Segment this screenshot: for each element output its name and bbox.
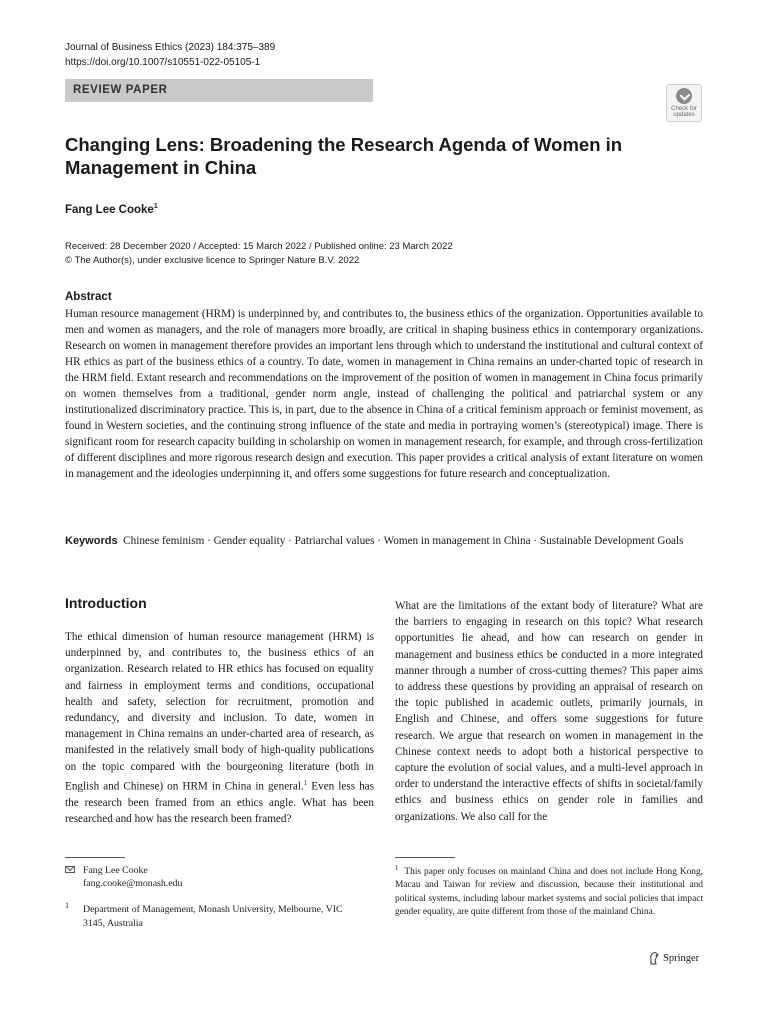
envelope-icon [65, 866, 75, 873]
check-for-updates-button[interactable] [666, 84, 702, 122]
affiliation-number: 1 [65, 901, 69, 910]
doi-link[interactable]: https://doi.org/10.1007/s10551-022-05105-1 [65, 57, 261, 68]
article-type-banner: REVIEW PAPER [65, 79, 373, 102]
journal-citation: Journal of Business Ethics (2023) 184:375–389 [65, 42, 276, 53]
body-text-left-column [65, 629, 374, 827]
publisher-name: Springer [663, 953, 700, 964]
footnote-1-text: This paper only focuses on mainland China and does not include Hong Kong, Macau and Taiwan for review and discussion, because their institutional and political systems, including labour market systems and social policies that impact gender equality, are quite different from those of the mainland China. [395, 867, 704, 917]
check-for-updates-label: Check for updates [671, 106, 697, 118]
publisher-logo [648, 952, 699, 965]
abstract-heading: Abstract [65, 291, 112, 303]
body-text-right-column: What are the limitations of the extant body of literature? What are the barriers to engaging in research on this topic? What research opportunities lie ahead, and how can research on gender in management and business ethics be conducted in a more integrated manner through a number of cross-cutting themes? This paper aims to address these questions by providing an appraisal of research on the topic published in academic outlets, primarily journals, in English and Chinese, and offers some suggestions for future research. We argue that research on women in management in the Chinese context needs to adopt both a historical perspective to capture the evolution of social values, and a multi-level approach in order to understand the interactive effects of shifts in societal/family ethics and business ethics on gender role in families and organizations. We also call for the [395, 600, 703, 823]
author-email[interactable]: fang.cooke@monash.edu [83, 878, 183, 889]
affiliation: Department of Management, Monash University, Melbourne, VIC 3145, Australia [83, 904, 343, 929]
keywords-label: Keywords [65, 535, 118, 547]
keywords-list: Chinese feminism · Gender equality · Patriarchal values · Women in management in China · Sustainable Development Goals [123, 535, 684, 547]
footnote-1-marker: 1 [395, 864, 399, 872]
author-line [65, 203, 158, 216]
corresponding-author [65, 864, 148, 877]
footnote-1 [395, 862, 703, 919]
section-heading-introduction: Introduction [65, 595, 147, 611]
publication-dates: Received: 28 December 2020 / Accepted: 15 March 2022 / Published online: 23 March 2022 [65, 241, 453, 252]
author-affiliation-marker: 1 [153, 203, 158, 210]
footnote-divider-left [65, 857, 125, 858]
footnote-divider-right [395, 857, 455, 858]
article-title: Changing Lens: Broadening the Research Agenda of Women in Management in China [65, 134, 623, 178]
springer-horse-icon [648, 952, 660, 965]
intro-paragraph-part1: The ethical dimension of human resource management (HRM) is underpinned by, and contributes to, the business ethics of an organization. Research related to HR ethics has focused on equality and fairness in employment terms and conditions, occupational health and safety, selection for recruitment, promotion and redundancy, and diversity and inclusion. To date, women in management in China remains an under-charted area of research, as manifested in the relatively small body of high-quality publications on the topic compared with the bourgeoning literature (both in English and Chinese) on HRM in China in general. [65, 631, 374, 793]
keywords [65, 533, 703, 549]
footnote-marker[interactable]: 1 [303, 778, 308, 787]
corresponding-author-name: Fang Lee Cooke [83, 865, 148, 876]
copyright-notice: © The Author(s), under exclusive licence to Springer Nature B.V. 2022 [65, 255, 360, 266]
author-name: Fang Lee Cooke [65, 203, 154, 216]
intro-paragraph-part2: Even less has the research been framed from an ethics angle. What has been researched and how has the research been framed? [65, 780, 374, 825]
check-for-updates-icon [676, 88, 692, 104]
abstract-text: Human resource management (HRM) is underpinned by, and contributes to, the business ethics of the organization. Opportunities available to men and women as managers, and the role of managers more broadly, are critical in shaping business ethics in contemporary organizations. Research on women in management therefore provides an important lens through which to understand the institutional and cultural context of HR ethics as part of the business ethics of a country. To date, women in management in China remains an under-charted topic of research in the HRM field. Extant research and recommendations on the improvement of the position of women in management in China focus primarily on women themselves from a traditional, gender norm angle, instead of challenging the political and patriarchal system or any institutionalized discriminatory practice. This is, in part, due to the absence in China of a critical feminism approach or feminist movement, as found in Western societies, and the continuing strong influence of the state and media in portraying women’s (stereotypical) image. There is significant room for research capacity building in scholarship on women in management research, for example, and through cross-fertilization of different disciplines and more rigorous research design and execution. This paper provides a critical analysis of extant literature on women in management and the ideologies underpinning it, and offers some suggestions for future research and conceptualization. [65, 308, 703, 480]
